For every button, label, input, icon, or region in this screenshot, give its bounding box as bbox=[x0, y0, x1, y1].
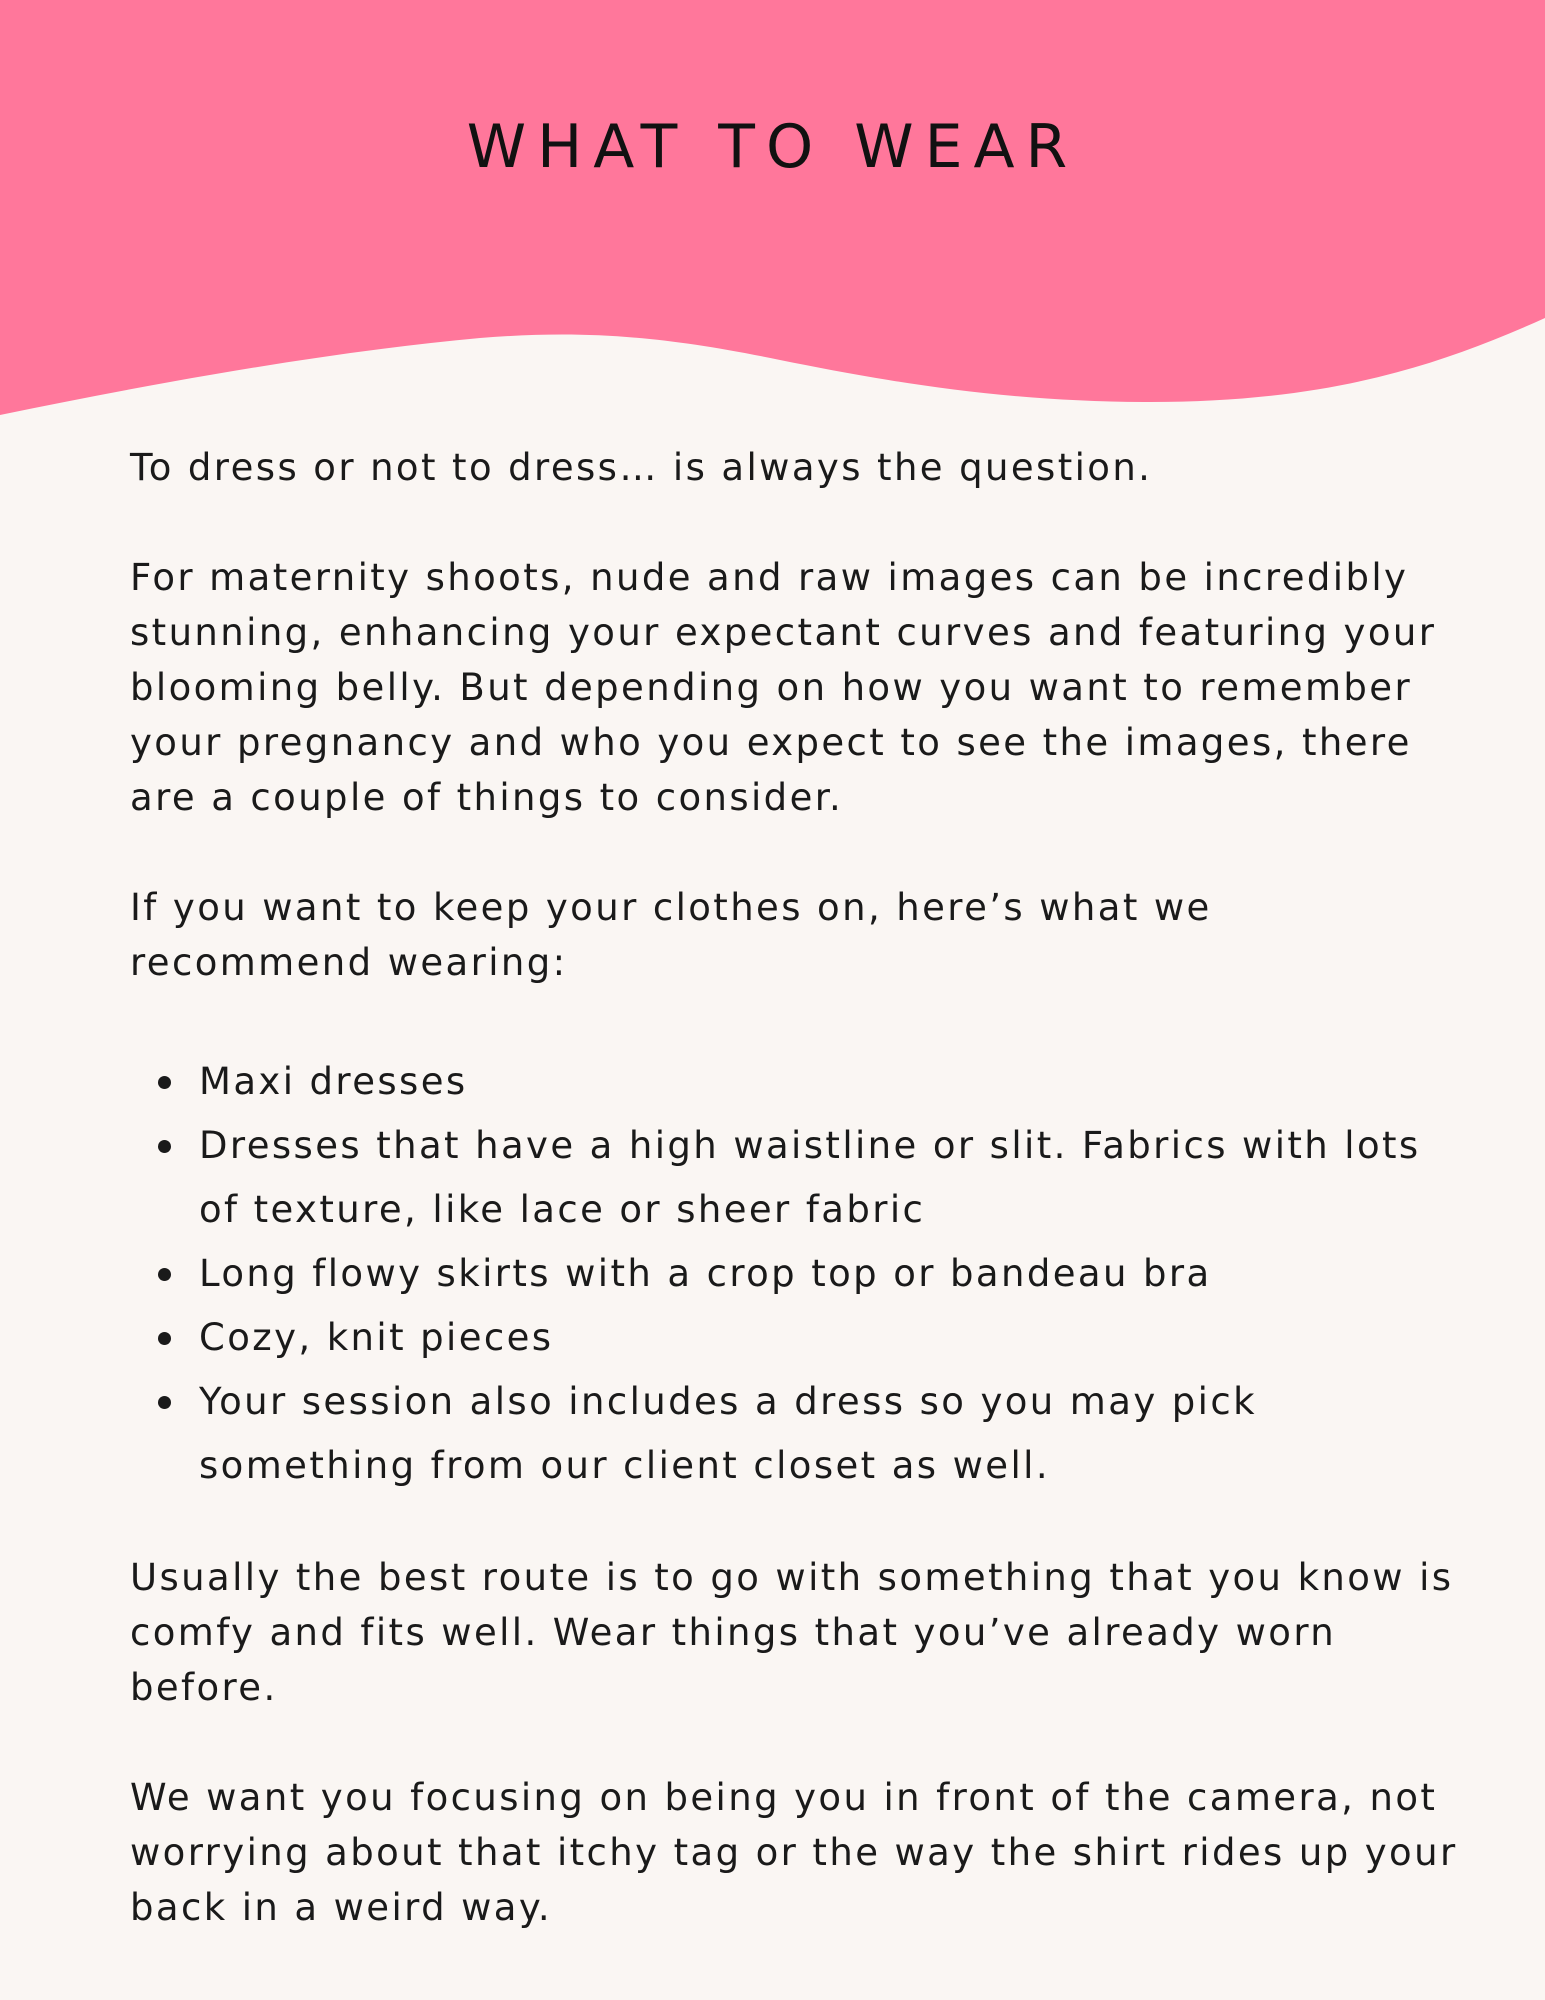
focus-paragraph: We want you focusing on being you in front of the camera, not worrying about that itchy tag or the way the shirt rides up your back in a weird way. bbox=[130, 1776, 1458, 1929]
bullet-icon bbox=[158, 1396, 171, 1409]
intro-paragraph: To dress or not to dress… is always the question. bbox=[130, 446, 1153, 489]
list-item bbox=[130, 1050, 1460, 1114]
bullet-icon bbox=[158, 1332, 171, 1345]
list-item-text: Your session also includes a dress so you may pick something from our client closet as well. bbox=[199, 1380, 1257, 1487]
list-item bbox=[130, 1114, 1460, 1242]
bullet-icon bbox=[158, 1140, 171, 1153]
list-item bbox=[130, 1242, 1460, 1306]
recommendation-list bbox=[130, 1050, 1460, 1498]
list-item-text: Dresses that have a high waistline or slit. Fabrics with lots of texture, like lace or sheer fabric bbox=[199, 1124, 1421, 1231]
list-item bbox=[130, 1370, 1460, 1498]
list-item-text: Maxi dresses bbox=[199, 1060, 468, 1103]
header-wave-shape bbox=[0, 0, 1545, 415]
comfort-paragraph: Usually the best route is to go with something that you know is comfy and fits well. Wear things that you’ve already worn before. bbox=[130, 1556, 1454, 1709]
list-item-text: Cozy, knit pieces bbox=[199, 1316, 554, 1359]
list-item-text: Long flowy skirts with a crop top or bandeau bra bbox=[199, 1252, 1212, 1295]
page-title: WHAT TO WEAR bbox=[466, 112, 1079, 182]
list-item bbox=[130, 1306, 1460, 1370]
clothes-on-paragraph: If you want to keep your clothes on, here’s what we recommend wearing: bbox=[130, 886, 1212, 984]
maternity-paragraph: For maternity shoots, nude and raw images can be incredibly stunning, enhancing your expectant curves and featuring your blooming belly. But depending on how you want to remember your pregnancy and who you expect to see the images, there are a couple of things to consider. bbox=[130, 556, 1437, 819]
header-wave-banner bbox=[0, 0, 1545, 430]
bullet-icon bbox=[158, 1076, 171, 1089]
bullet-icon bbox=[158, 1268, 171, 1281]
